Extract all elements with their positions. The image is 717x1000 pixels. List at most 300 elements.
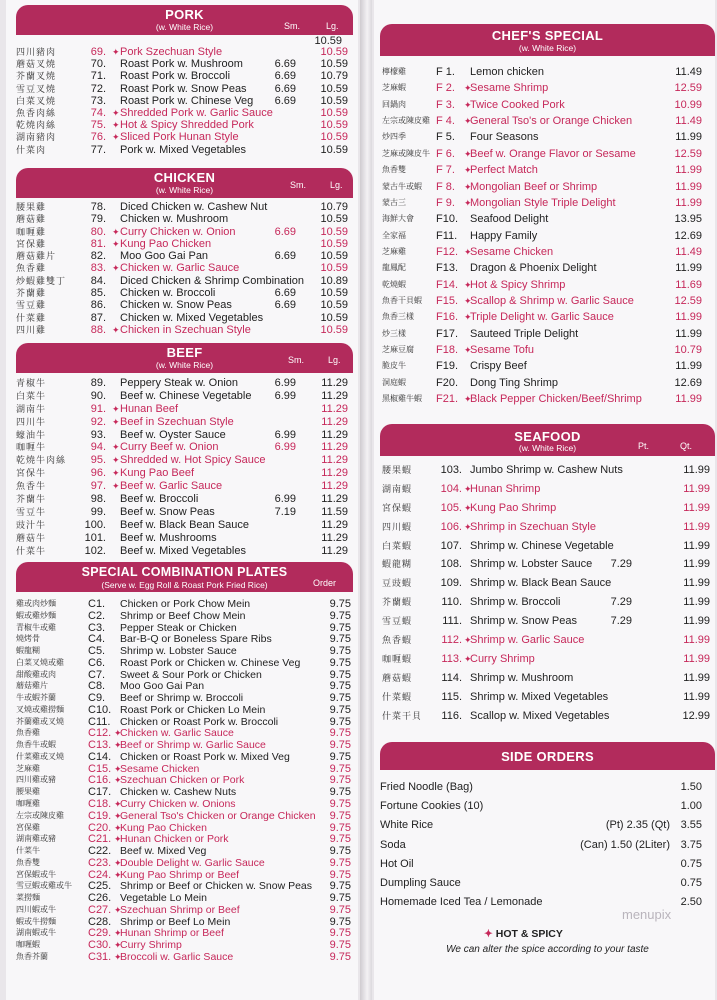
combo-item [16, 798, 353, 810]
chef-item-number: F17. [436, 327, 459, 340]
chef-item-chinese: 乾燒蝦 [382, 279, 406, 289]
combo-item-name: Sweet & Sour Pork or Chicken [120, 668, 262, 681]
seafood-item-name: Kung Pao Shrimp [470, 501, 557, 514]
chili-icon: ✦ [464, 394, 472, 405]
chili-icon: ✦ [114, 904, 122, 915]
combo-item-price: 9.75 [329, 880, 351, 893]
seafood-item [380, 691, 715, 710]
seafood-item-price-2: 11.99 [683, 577, 710, 590]
combo-item-name: Hunan Chicken or Pork [120, 833, 229, 846]
beef-item-number: 90. [90, 389, 106, 402]
beef-item-name: Beef in Szechuan Style [120, 415, 234, 428]
combo-item [16, 633, 353, 645]
seafood-item-price-2: 11.99 [683, 634, 710, 647]
chicken-item-number: 82. [90, 250, 106, 263]
combo-item-number: C15. [88, 762, 112, 775]
combo-item-price: 9.75 [329, 645, 351, 658]
side-order-size-prices: (Pt) 2.35 (Qt) [605, 819, 670, 832]
seafood-item-chinese: 什菜蝦 [382, 691, 413, 702]
chicken-item-name: Diced Chicken w. Cashew Nut [120, 201, 268, 213]
side-order-name: Fortune Cookies (10) [380, 800, 484, 813]
seafood-item-number: 112. [441, 634, 462, 647]
beef-item-price-2: 11.29 [321, 377, 348, 389]
chili-icon: ✦ [114, 857, 122, 868]
combo-item-number: C29. [88, 927, 112, 940]
beef-item-price-2: 11.29 [321, 518, 348, 531]
seafood-item-number: 110. [441, 596, 462, 609]
beef-item-price-2: 11.29 [321, 493, 348, 506]
beef-item [16, 416, 353, 429]
pork-section [16, 5, 353, 156]
pork-item-price-1: 6.69 [274, 58, 296, 71]
chicken-item [16, 275, 353, 287]
combo-item [16, 727, 353, 739]
side-order-item [380, 836, 715, 855]
side-order-price: 0.75 [680, 857, 702, 870]
chef-item-chinese: 炒四季 [382, 132, 406, 142]
chef-item-name: Sesame Tofu [470, 344, 535, 357]
combo-item-price: 9.75 [329, 915, 351, 928]
combo-item-number: C5. [88, 645, 106, 658]
combo-item [16, 904, 353, 916]
beef-item-chinese: 青椒牛 [16, 378, 47, 388]
combo-item-number: C2. [88, 609, 106, 622]
chicken-item-chinese: 腰果雞 [16, 202, 47, 212]
chef-item [380, 164, 715, 180]
seafood-item-chinese: 什菜干貝 [382, 710, 423, 721]
chef-item [380, 328, 715, 344]
chef-item-number: F12. [436, 245, 459, 258]
chili-icon: ✦ [114, 928, 122, 939]
chef-item-name: Crispy Beef [470, 360, 527, 373]
side-order-name: Homemade Iced Tea / Lemonade [380, 896, 543, 909]
beef-item-name: Curry Beef w. Onion [120, 441, 219, 454]
combo-item-price: 9.75 [329, 786, 351, 799]
chili-icon: ✦ [114, 728, 122, 739]
combo-item [16, 916, 353, 928]
seafood-item-price-2: 12.99 [682, 709, 710, 722]
pork-item-chinese: 乾燒肉絲 [16, 120, 57, 131]
combo-item-chinese: 四川蝦或牛 [16, 904, 56, 914]
beef-item [16, 519, 353, 532]
chili-icon: ✦ [464, 83, 472, 94]
combo-item-price: 9.75 [329, 692, 351, 705]
chef-item-number: F15. [436, 295, 459, 308]
combo-banner [16, 562, 353, 592]
combo-item-chinese: 咖喱雞 [16, 799, 40, 809]
chicken-item-price-2: 10.59 [320, 250, 348, 263]
side-order-name: Hot Oil [380, 857, 414, 870]
chicken-item-number: 88. [90, 323, 106, 336]
pork-item-name: Pork Szechuan Style [120, 46, 223, 58]
chili-icon: ✦ [114, 775, 122, 786]
combo-item-number: C24. [88, 868, 112, 881]
chicken-item-name: Chicken w. Mixed Vegetables [120, 311, 264, 324]
pork-item-chinese: 什菜肉 [16, 144, 47, 155]
chef-item [380, 148, 715, 164]
combo-item-chinese: 左宗或陳皮雞 [16, 810, 64, 820]
combo-item-chinese: 蝦或雞炒麵 [16, 610, 56, 620]
seafood-item-price-2: 11.99 [683, 464, 710, 476]
seafood-item-price-2: 11.99 [683, 482, 710, 495]
side-order-price: 1.50 [680, 781, 702, 793]
chef-item-price: 10.99 [674, 98, 702, 111]
seafood-item [380, 483, 715, 502]
pork-top-price-row [16, 35, 353, 46]
combo-item-price: 9.75 [329, 798, 351, 811]
chef-item [380, 213, 715, 229]
combo-item-name: Hunan Shrimp or Beef [120, 927, 224, 940]
chef-item-name: Seafood Delight [470, 213, 549, 226]
beef-item-price-2: 11.29 [321, 389, 348, 402]
chili-icon: ✦ [112, 263, 120, 274]
page-fold [360, 0, 372, 1000]
chicken-item-chinese: 蘑菇雞 [16, 214, 47, 225]
beef-item-name: Beef w. Garlic Sauce [120, 480, 223, 493]
seafood-item-number: 106. [440, 520, 462, 533]
seafood-item-price-2: 11.99 [683, 690, 710, 703]
chef-item-price: 11.99 [675, 311, 702, 324]
chicken-col-lg: Lg. [330, 180, 343, 190]
pork-col-lg: Lg. [326, 21, 339, 31]
seafood-item-price-1: 7.29 [610, 558, 632, 571]
pork-item-chinese: 四川豬肉 [16, 47, 57, 57]
chicken-item-name: Chicken w. Broccoli [120, 287, 216, 300]
pork-item-price-1: 6.69 [274, 82, 296, 95]
beef-item-number: 91. [90, 402, 106, 415]
seafood-item [380, 710, 715, 729]
chef-item-name: Black Pepper Chicken/Beef/Shrimp [470, 393, 642, 406]
seafood-item-number: 109. [440, 577, 462, 590]
combo-item-number: C30. [88, 939, 112, 952]
chili-icon: ✦ [464, 296, 472, 307]
chef-item-chinese: 檸檬雞 [382, 67, 406, 76]
combo-subtitle: (Serve w. Egg Roll & Roast Pork Fried Rice) [101, 580, 268, 590]
beef-subtitle: (w. White Rice) [155, 360, 214, 370]
beef-item-price-1: 7.19 [274, 505, 296, 518]
side-order-name: Soda [380, 838, 406, 851]
combo-item-number: C28. [88, 915, 112, 928]
seafood-item [380, 672, 715, 691]
chicken-item-name: Chicken in Szechuan Style [120, 323, 251, 336]
chef-item-chinese: 洞庭蝦 [382, 377, 406, 387]
chef-item-name: Happy Family [470, 229, 538, 242]
chef-item-name: General Tso's or Orange Chicken [470, 115, 633, 128]
beef-item-chinese: 宮保牛 [16, 468, 47, 479]
side-order-item [380, 874, 715, 893]
combo-item-name: Szechuan Shrimp or Beef [120, 903, 240, 916]
seafood-item-name: Shrimp w. Mushroom [470, 671, 574, 684]
chef-item [380, 230, 715, 246]
chef-item-number: F14. [436, 278, 459, 291]
pork-item-number: 69. [90, 46, 106, 58]
combo-item-name: Chicken or Roast Pork w. Mixed Veg [120, 750, 290, 763]
chef-item [380, 311, 715, 327]
chef-item-number: F 6. [436, 147, 455, 160]
seafood-item-price-2: 11.99 [683, 501, 710, 514]
combo-item [16, 645, 353, 657]
beef-item [16, 506, 353, 519]
chef-item-name: Triple Delight w. Garlic Sauce [470, 311, 614, 324]
beef-item-number: 97. [90, 480, 106, 493]
combo-item-price: 9.75 [329, 598, 351, 610]
seafood-item-chinese: 四川蝦 [382, 521, 413, 532]
combo-item-price: 9.75 [329, 845, 351, 858]
pork-top-price: 10.59 [314, 35, 342, 47]
chili-icon: ✦ [112, 107, 120, 118]
beef-item-number: 102. [84, 544, 106, 557]
combo-item-chinese: 叉燒或雞撈麵 [16, 704, 64, 714]
beef-item [16, 545, 353, 558]
seafood-item-name: Shrimp in Szechuan Style [470, 520, 596, 533]
chicken-item-chinese: 芥蘭雞 [16, 288, 47, 299]
side-order-item [380, 816, 715, 835]
combo-item [16, 786, 353, 798]
spice-note: We can alter the spice according to your taste [446, 944, 649, 955]
combo-item-price: 9.75 [329, 927, 351, 940]
pork-item [16, 83, 353, 95]
beef-item-price-2: 11.29 [321, 480, 348, 493]
chili-icon: ✦ [112, 416, 120, 427]
pork-item-price-2: 10.59 [320, 143, 348, 156]
seafood-item [380, 634, 715, 653]
seafood-item [380, 596, 715, 615]
seafood-item-name: Shrimp w. Snow Peas [470, 615, 577, 628]
combo-item [16, 892, 353, 904]
combo-item [16, 704, 353, 716]
combo-item [16, 669, 353, 681]
seafood-item-price-2: 11.99 [683, 596, 710, 609]
side-order-price: 0.75 [680, 876, 702, 889]
combo-item [16, 880, 353, 892]
chef-item-chinese: 黑椒雞牛蝦 [382, 394, 422, 404]
chef-item [380, 377, 715, 393]
beef-item [16, 429, 353, 442]
combo-item-chinese: 宮保雞 [16, 822, 40, 832]
seafood-item [380, 540, 715, 559]
pork-item-number: 72. [90, 82, 106, 95]
beef-item [16, 441, 353, 454]
chicken-item-price-2: 10.89 [320, 274, 348, 287]
pork-item-name: Roast Pork w. Mushroom [120, 58, 243, 71]
combo-item-chinese: 魚香雙 [16, 857, 40, 867]
chili-icon: ✦ [114, 740, 122, 751]
chef-item-chinese: 芝麻或陳皮牛 [382, 148, 430, 158]
pork-item-price-1: 6.69 [274, 70, 296, 83]
beef-item-name: Beef w. Black Bean Sauce [120, 518, 250, 531]
combo-item-price: 9.75 [329, 762, 351, 775]
chef-item-number: F 4. [436, 115, 455, 128]
seafood-item-number: 113. [441, 652, 462, 665]
pork-item-chinese: 雪豆叉燒 [16, 83, 57, 94]
chef-special-title: CHEF'S SPECIAL [491, 28, 604, 43]
chili-icon: ✦ [464, 181, 472, 192]
side-order-price: 3.55 [680, 819, 702, 832]
chili-icon: ✦ [112, 324, 120, 335]
combo-item-chinese: 菜撈麵 [16, 893, 40, 903]
combo-item-number: C16. [88, 774, 112, 787]
pork-item-name: Roast Pork w. Chinese Veg [120, 94, 254, 107]
chili-icon: ✦ [464, 99, 472, 110]
combo-item [16, 680, 353, 692]
chicken-item [16, 299, 353, 311]
chicken-item [16, 238, 353, 250]
chicken-item-price-2: 10.59 [320, 262, 348, 275]
right-menu-panel [374, 0, 715, 1000]
combo-item-price: 9.75 [329, 939, 351, 952]
chef-item-price: 12.69 [674, 229, 702, 242]
chicken-item-chinese: 蘑菇雞片 [16, 251, 57, 262]
beef-item-name: Shredded w. Hot Spicy Sauce [120, 454, 266, 467]
seafood-item [380, 502, 715, 521]
chicken-item [16, 201, 353, 213]
combo-item [16, 939, 353, 951]
combo-item-number: C1. [88, 598, 106, 610]
chef-item-price: 12.69 [674, 376, 702, 389]
chicken-subtitle: (w. White Rice) [155, 185, 214, 195]
side-order-price: 1.00 [680, 800, 702, 813]
beef-item-name: Beef w. Chinese Vegetable [120, 389, 252, 402]
beef-item-chinese: 蘑菇牛 [16, 532, 47, 543]
beef-item [16, 403, 353, 416]
chicken-item-price-2: 10.79 [320, 201, 348, 213]
chef-item-name: Mongolian Beef or Shrimp [470, 180, 598, 193]
beef-item-name: Beef w. Mixed Vegetables [120, 544, 246, 557]
pork-item-chinese: 芥蘭叉燒 [16, 71, 57, 82]
chili-icon: ✦ [114, 810, 122, 821]
chef-item-name: Twice Cooked Pork [470, 98, 565, 111]
chef-item-number: F 3. [436, 98, 455, 111]
chili-icon: ✦ [464, 197, 472, 208]
beef-col-sm: Sm. [288, 355, 305, 365]
beef-item-chinese: 雪豆牛 [16, 506, 47, 517]
combo-item-number: C13. [88, 739, 112, 752]
beef-item [16, 467, 353, 480]
seafood-item-price-2: 11.99 [683, 652, 710, 665]
pork-item-chinese: 魚香肉絲 [16, 107, 57, 118]
beef-item-price-1: 6.99 [274, 493, 296, 506]
chef-item-name: Beef w. Orange Flavor or Sesame [470, 147, 636, 160]
combo-item-chinese: 甜酸雞或肉 [16, 669, 56, 679]
chef-item-chinese: 全家福 [382, 230, 406, 240]
chef-item-price: 11.49 [675, 115, 702, 128]
seafood-item-price-1: 7.29 [610, 615, 632, 628]
beef-item-price-1: 6.99 [274, 428, 296, 441]
combo-item-number: C19. [88, 809, 112, 822]
combo-item-number: C25. [88, 880, 112, 893]
menupix-watermark: menupix [622, 907, 672, 922]
chef-item-chinese: 魚香三樣 [382, 312, 414, 322]
pork-list [16, 46, 353, 156]
chicken-item-chinese: 雪豆雞 [16, 300, 47, 311]
beef-item-number: 92. [90, 415, 106, 428]
combo-item-price: 9.75 [329, 809, 351, 822]
chicken-item-number: 85. [90, 287, 106, 300]
pork-item-name: Roast Pork w. Broccoli [120, 70, 231, 83]
combo-item-price: 9.75 [329, 856, 351, 869]
pork-item [16, 70, 353, 82]
pork-item-price-2: 10.59 [320, 131, 348, 144]
seafood-item-name: Scallop w. Mixed Vegetables [470, 709, 610, 722]
side-order-name: White Rice [380, 819, 434, 832]
seafood-subtitle: (w. White Rice) [518, 443, 577, 453]
chef-item-price: 12.59 [674, 147, 702, 160]
combo-item-number: C20. [88, 821, 112, 834]
chili-icon: ✦ [114, 951, 122, 962]
combo-item-price: 9.75 [329, 633, 351, 646]
beef-item-chinese: 芥蘭牛 [16, 494, 47, 505]
seafood-item [380, 464, 715, 483]
combo-item-price: 9.75 [329, 621, 351, 634]
beef-item-chinese: 白菜牛 [16, 390, 47, 401]
combo-item-chinese: 魚香牛或蝦 [16, 740, 56, 750]
chef-item-name: Mongolian Style Triple Delight [470, 196, 616, 209]
seafood-item-price-2: 11.99 [683, 671, 710, 684]
combo-item-price: 9.75 [329, 950, 351, 963]
beef-item-price-2: 11.59 [321, 505, 348, 518]
beef-item-chinese: 四川牛 [16, 416, 47, 427]
seafood-item-price-2: 11.99 [683, 520, 710, 533]
seafood-item-price-2: 11.99 [683, 558, 710, 571]
combo-item-number: C22. [88, 845, 112, 858]
combo-item-name: Beef or Shrimp w. Broccoli [120, 692, 244, 705]
chili-icon: ✦ [112, 468, 120, 479]
chili-icon: ✦ [464, 165, 472, 176]
chef-special-subtitle: (w. White Rice) [518, 43, 577, 53]
combo-item [16, 763, 353, 775]
combo-item-number: C14. [88, 750, 112, 763]
seafood-item-name: Shrimp w. Black Bean Sauce [470, 577, 612, 590]
combo-item [16, 774, 353, 786]
combo-item-number: C9. [88, 692, 106, 705]
combo-item-chinese: 蝦龍糊 [16, 646, 40, 656]
combo-item-price: 9.75 [329, 703, 351, 716]
seafood-item-chinese: 芥蘭蝦 [382, 597, 413, 608]
pork-col-sm: Sm. [284, 21, 301, 31]
beef-item-number: 89. [90, 377, 106, 389]
combo-item-chinese: 雪豆蝦或雞或牛 [16, 881, 72, 891]
chef-item [380, 181, 715, 197]
beef-item-chinese: 咖喱牛 [16, 442, 47, 453]
beef-item-price-2: 11.29 [321, 402, 348, 415]
chicken-item-number: 84. [90, 274, 106, 287]
chicken-item-number: 79. [90, 213, 106, 226]
seafood-item-number: 104. [440, 482, 462, 495]
seafood-item-chinese: 咖喱蝦 [382, 653, 413, 664]
chef-item-price: 11.69 [675, 278, 702, 291]
chili-icon: ✦ [464, 653, 472, 664]
seafood-item-chinese: 湖南蝦 [382, 483, 413, 494]
combo-item-price: 9.75 [329, 868, 351, 881]
chili-icon: ✦ [464, 312, 472, 323]
beef-item-chinese: 魚香牛 [16, 481, 47, 492]
beef-item-price-2: 11.29 [321, 428, 348, 441]
chef-item-price: 11.99 [675, 164, 702, 177]
seafood-list [380, 464, 715, 728]
seafood-item-name: Shrimp w. Chinese Vegetable [470, 539, 614, 552]
side-orders-list [380, 778, 715, 912]
side-orders-title: SIDE ORDERS [501, 749, 594, 764]
combo-item-name: Chicken or Pork Chow Mein [120, 598, 251, 610]
chili-icon: ✦ [464, 116, 472, 127]
chef-special-section [380, 24, 715, 410]
combo-item-number: C23. [88, 856, 112, 869]
chili-icon: ✦ [112, 481, 120, 492]
seafood-col-qt: Qt. [680, 441, 693, 451]
chef-item-price: 11.49 [675, 66, 702, 78]
combo-item [16, 598, 353, 610]
seafood-item [380, 615, 715, 634]
